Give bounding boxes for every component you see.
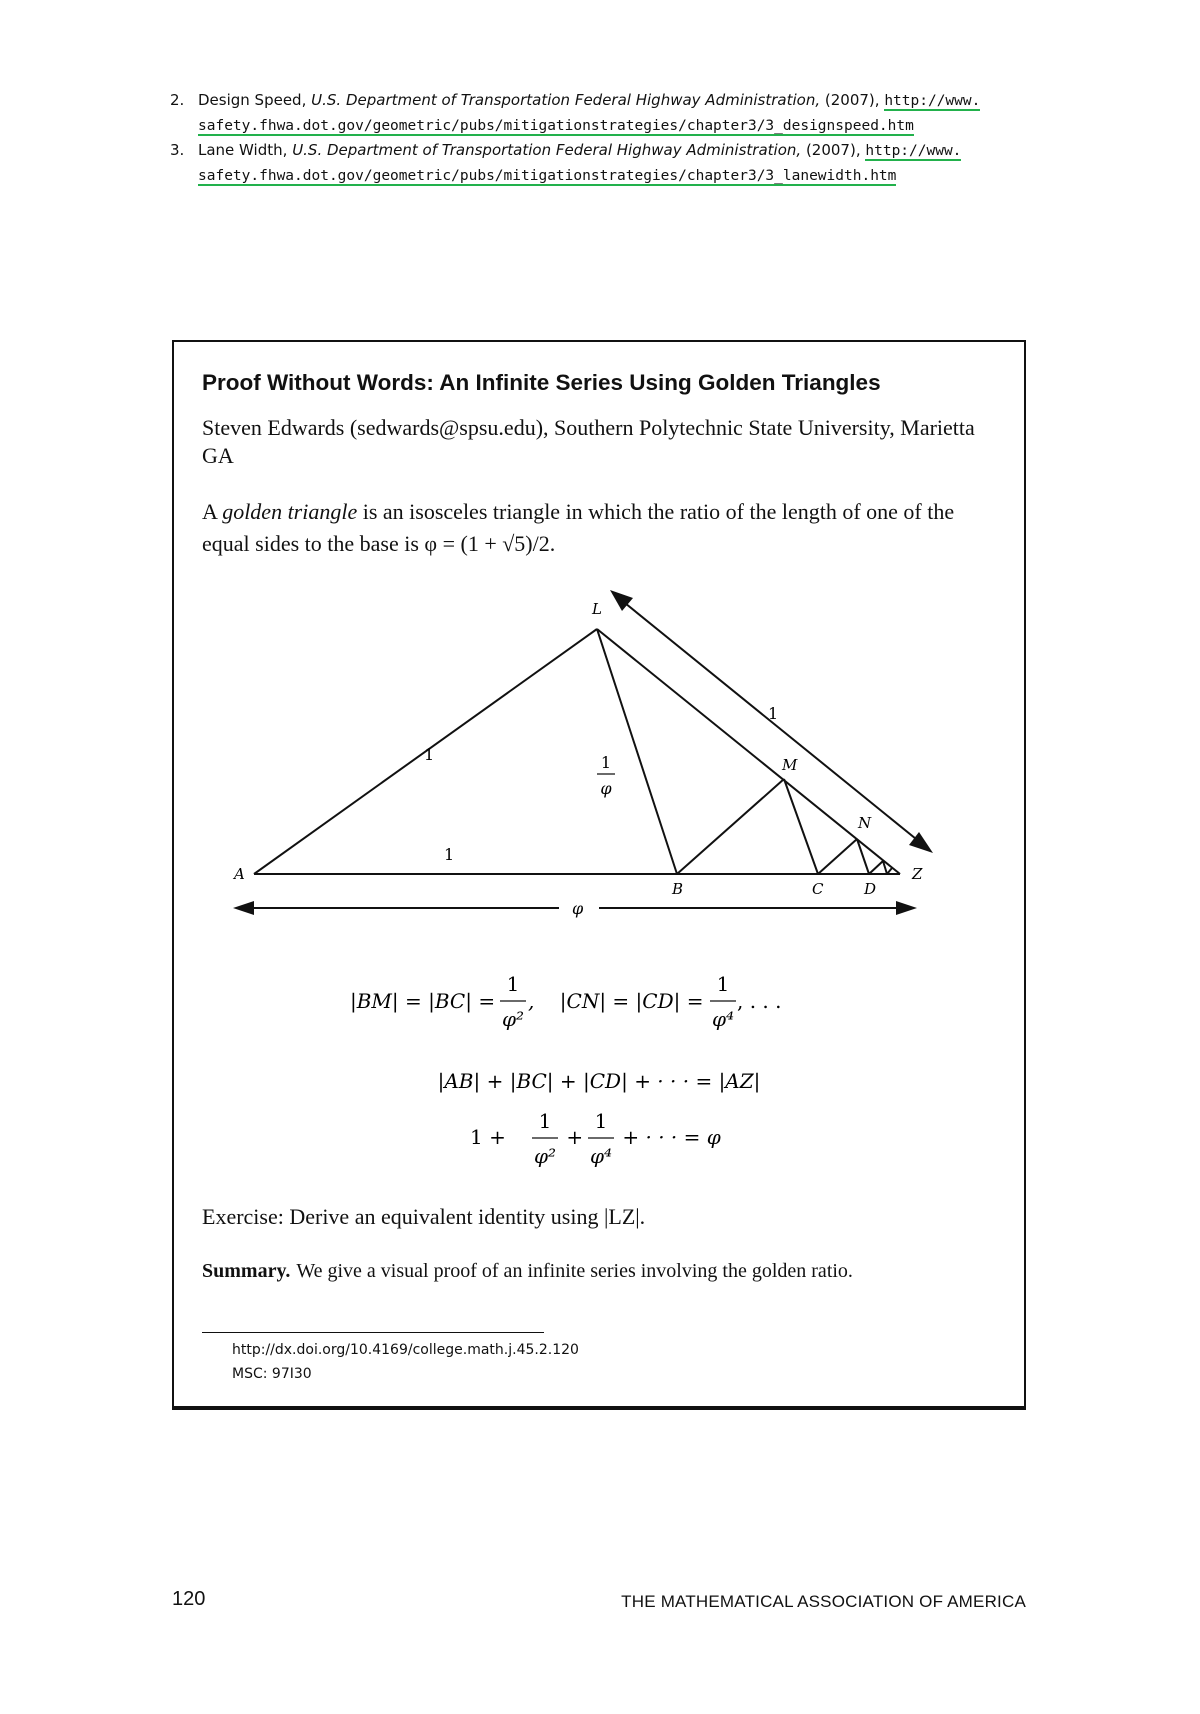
article-box [172, 340, 1026, 1410]
footnote-divider [202, 1332, 544, 1333]
equation-text: |AB| + |BC| + |CD| + · · · = |AZ| [437, 1069, 761, 1093]
equation-text: |BM| = |BC| = [350, 989, 502, 1013]
equation-text: , |CN| = |CD| = [528, 989, 710, 1013]
intro-text: is an isosceles triangle in which the ratio of the length of one of the equal sides to the base is φ = (1 + √5)/2. [202, 499, 955, 556]
equation-text: + [560, 1125, 590, 1149]
fraction-denominator: φ⁴ [711, 1007, 735, 1031]
article-title: Proof Without Words: An Infinite Series Using Golden Triangles [202, 370, 881, 395]
point-label-D: D [864, 880, 877, 898]
segment-CN [818, 839, 857, 874]
fraction-numerator: 1 [594, 1109, 608, 1133]
summary-label: Summary. [202, 1260, 291, 1282]
length-label-LB-denominator: φ [600, 779, 612, 798]
length-label-AZ: φ [572, 899, 584, 918]
equation-1 [350, 972, 782, 1031]
intro-text: A [202, 499, 223, 524]
point-label-L: L [592, 600, 602, 618]
point-label-A: A [234, 865, 245, 883]
point-label-Z: Z [912, 865, 923, 883]
reference-url[interactable]: http://www. [865, 143, 962, 159]
arrowhead-icon [233, 901, 254, 915]
msc-code: MSC: 97I30 [232, 1366, 312, 1382]
reference-title: Design Speed, [198, 91, 307, 109]
length-label-LB-numerator: 1 [600, 753, 612, 772]
point-label-B: B [672, 880, 684, 898]
publisher-name: THE MATHEMATICAL ASSOCIATION OF AMERICA [621, 1592, 1026, 1611]
fraction-numerator: 1 [538, 1109, 552, 1133]
reference-title: Lane Width, [198, 141, 288, 159]
summary-text: We give a visual proof of an infinite series involving the golden ratio. [296, 1260, 853, 1282]
reference-item [170, 138, 1030, 188]
fraction-denominator: φ² [533, 1144, 557, 1168]
small-segment [869, 861, 883, 874]
reference-source: U.S. Department of Transportation Federal Highway Administration, [311, 91, 821, 109]
length-label-LZ: 1 [768, 704, 779, 723]
equation-text: , . . . [737, 989, 782, 1013]
doi-link[interactable]: http://dx.doi.org/10.4169/college.math.j.45.2.120 [232, 1342, 579, 1358]
point-label-M: M [782, 756, 798, 774]
reference-item [170, 88, 1030, 138]
fraction-numerator: 1 [716, 972, 730, 996]
intro-term: golden triangle [222, 499, 358, 524]
point-labels [232, 600, 923, 898]
fraction-numerator: 1 [506, 972, 520, 996]
length-label-AL: 1 [424, 745, 435, 764]
fraction-denominator: φ² [501, 1007, 525, 1031]
equation-2 [438, 1069, 761, 1094]
reference-year: (2007), [824, 91, 880, 109]
equation-text: + · · · = φ [616, 1125, 721, 1149]
fraction-denominator: φ⁴ [589, 1144, 613, 1168]
length-labels [424, 704, 778, 918]
reference-url[interactable]: http://www. [884, 93, 981, 109]
segment-LB [597, 629, 677, 874]
article-author: Steven Edwards (sedwards@spsu.edu), Southern Polytechnic State University, Marietta GA [202, 415, 975, 468]
length-label-AB: 1 [444, 845, 455, 864]
point-label-C: C [812, 880, 824, 898]
segment-BM [677, 779, 784, 874]
arrowhead-icon [896, 901, 917, 915]
page-number: 120 [172, 1588, 206, 1610]
golden-triangles-diagram [174, 342, 1024, 1168]
reference-url[interactable]: safety.fhwa.dot.gov/geometric/pubs/mitigationstrategies/chapter3/3_lanewidth.htm [198, 168, 897, 184]
equation-text: 1 + [470, 1125, 513, 1149]
reference-year: (2007), [805, 141, 861, 159]
equation-3 [470, 1109, 721, 1168]
reference-url[interactable]: safety.fhwa.dot.gov/geometric/pubs/mitigationstrategies/chapter3/3_designspeed.htm [198, 118, 914, 134]
exercise-text: Exercise: Derive an equivalent identity using |LZ|. [202, 1204, 646, 1229]
point-label-N: N [858, 814, 872, 832]
segment-LZ [597, 629, 900, 874]
reference-number: 3. [170, 141, 185, 159]
reference-number: 2. [170, 91, 185, 109]
summary [202, 1260, 853, 1283]
reference-source: U.S. Department of Transportation Federal Highway Administration, [292, 141, 802, 159]
triangle-lines [246, 599, 921, 908]
reference-list [170, 88, 1030, 188]
